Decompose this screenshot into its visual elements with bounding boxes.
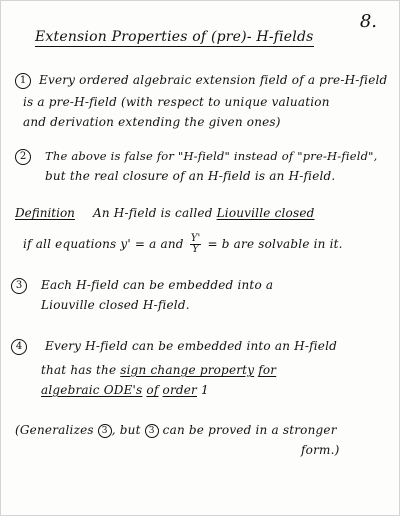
- remark-ref-2: 3: [145, 424, 159, 438]
- item-3-line-1: Each H-field can be embedded into a: [41, 278, 274, 292]
- item-3-number: 3: [11, 278, 27, 294]
- item-4-term-order: order: [162, 383, 197, 397]
- definition-line-2: [23, 234, 343, 255]
- item-1-line-3: and derivation extending the given ones): [23, 115, 281, 129]
- item-4-line-1: Every H-field can be embedded into an H-field: [45, 339, 337, 353]
- item-4-number: 4: [11, 339, 27, 355]
- definition-fraction: [190, 234, 202, 255]
- item-3-line-2: Liouville closed H-field.: [41, 298, 190, 312]
- item-1-line-1: Every ordered algebraic extension field of a pre-H-field: [39, 73, 388, 87]
- item-4-text-a: that has the: [41, 363, 117, 377]
- definition-equation-a: if all equations y' = a and: [23, 237, 184, 251]
- definition-label: Definition: [15, 206, 75, 220]
- remark-line-1: [15, 423, 337, 438]
- item-1-line-2: is a pre-H-field (with respect to unique valuation: [23, 95, 330, 109]
- item-4-term-sign-change: sign change property: [120, 363, 255, 377]
- item-2-number: 2: [15, 149, 31, 165]
- remark-text-a: (Generalizes: [15, 423, 94, 437]
- item-2-line-1: The above is false for "H-field" instead of "pre-H-field",: [45, 149, 378, 163]
- item-4-text-of: of: [146, 383, 159, 397]
- item-4-text-for: for: [258, 363, 277, 377]
- definition-term: Liouville closed: [216, 206, 315, 220]
- fraction-denominator: Y: [192, 244, 199, 255]
- definition-line-1: [93, 206, 315, 220]
- item-2-line-2: but the real closure of an H-field is an H-field.: [45, 169, 336, 183]
- page-title: Extension Properties of (pre)- H-fields: [35, 29, 314, 45]
- definition-text-a: An H-field is called: [93, 206, 213, 220]
- item-4-term-algebraic-odes: algebraic ODE's: [41, 383, 143, 397]
- fraction-numerator: Y': [190, 233, 201, 244]
- remark-text-b: , but: [111, 423, 141, 437]
- remark-ref-1: 3: [98, 424, 112, 438]
- definition-equation-b: = b are solvable in it.: [207, 237, 343, 251]
- item-4-line-2: [41, 363, 276, 377]
- item-4-line-3: [41, 383, 209, 397]
- item-1-number: 1: [15, 73, 31, 89]
- page-number: 8.: [359, 11, 377, 32]
- remark-text-c: can be proved in a stronger: [162, 423, 337, 437]
- remark-line-2: form.): [301, 443, 340, 457]
- item-4-order-value: 1: [201, 383, 209, 397]
